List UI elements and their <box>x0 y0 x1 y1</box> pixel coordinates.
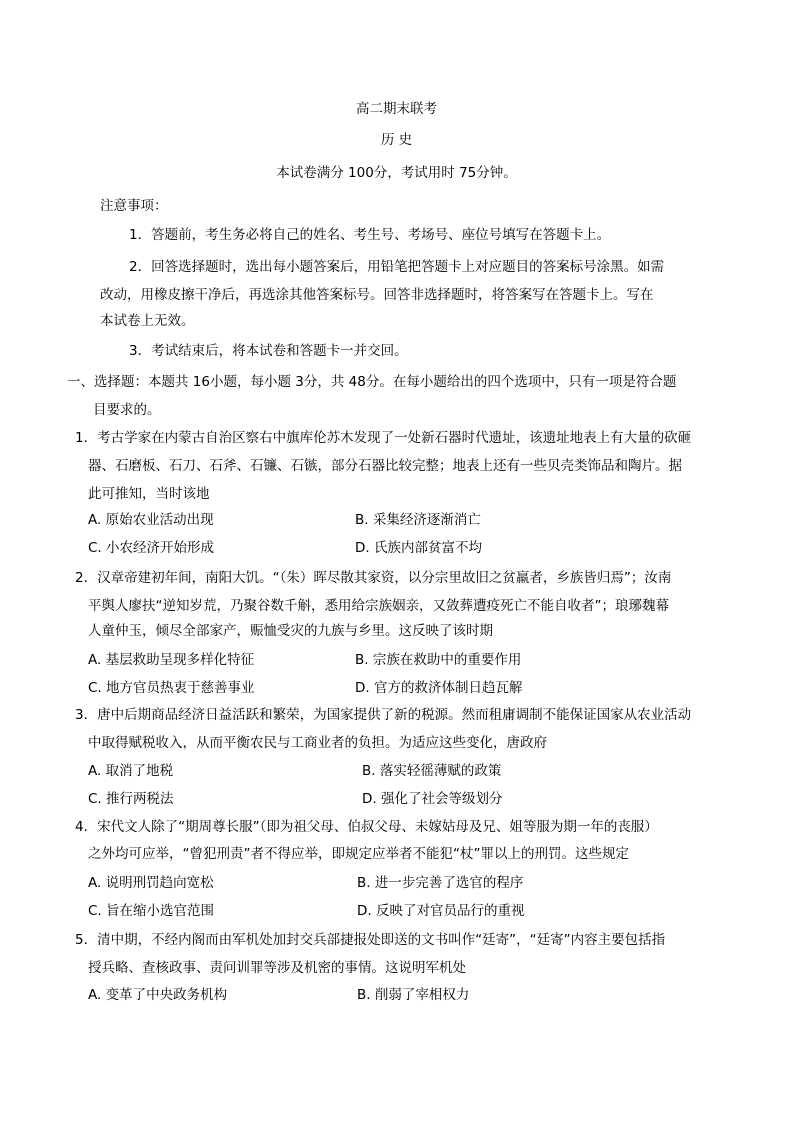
section-heading: 一、选择题：本题共 16小题，每小题 3分，共 48分。在每小题给出的四个选项中，只有一项是符合题 <box>67 374 677 390</box>
question-1-option-d[interactable]: D. 氏族内部贫富不均 <box>355 540 482 556</box>
exam-title: 高二期末联考 <box>356 101 437 117</box>
question-3-option-c[interactable]: C. 推行两税法 <box>88 791 174 807</box>
question-2-option-b[interactable]: B. 宗族在救助中的重要作用 <box>355 652 522 668</box>
notice-item-2-line-3: 本试卷上无效。 <box>100 313 195 329</box>
question-3-option-a[interactable]: A. 取消了地税 <box>88 763 174 779</box>
question-2-line-2: 平舆人廖扶“逆知岁荒，乃聚谷数千斛，悉用给宗族姻亲，又敛葬遭疫死亡不能自收者”；琅琊魏幕 <box>88 598 669 614</box>
question-1-option-a[interactable]: A. 原始农业活动出现 <box>88 512 214 528</box>
section-heading-line-2: 目要求的。 <box>93 402 161 418</box>
question-4-option-c[interactable]: C. 旨在缩小选官范围 <box>88 903 215 919</box>
question-2-line-3: 人童仲玉，倾尽全部家产，赈恤受灾的九族与乡里。这反映了该时期 <box>88 623 493 639</box>
question-4-option-b[interactable]: B. 进一步完善了选官的程序 <box>357 875 524 891</box>
question-4-line-1: 4．宋代文人除了“期周尊长服”（即为祖父母、伯叔父母、未嫁姑母及兄、姐等服为期一年的丧服） <box>75 819 658 835</box>
question-1-option-c[interactable]: C. 小农经济开始形成 <box>88 540 215 556</box>
notice-item-1: 1．答题前，考生务必将自己的姓名、考生号、考场号、座位号填写在答题卡上。 <box>129 227 611 243</box>
question-1-line-2: 器、石磨板、石刀、石斧、石镰、石镞，部分石器比较完整；地表上还有一些贝壳类饰品和陶片。据 <box>88 458 682 474</box>
notice-item-3: 3．考试结束后，将本试卷和答题卡一并交回。 <box>129 343 408 359</box>
question-1-line-3: 此可推知，当时该地 <box>88 486 210 502</box>
question-2-option-c[interactable]: C. 地方官员热衷于慈善事业 <box>88 680 255 696</box>
question-2-option-d[interactable]: D. 官方的救济体制日趋瓦解 <box>355 680 523 696</box>
subject-title: 历 史 <box>380 132 413 148</box>
question-5-line-2: 授兵略、查核政事、责问训罪等涉及机密的事情。这说明军机处 <box>88 960 466 976</box>
question-5-option-a[interactable]: A. 变革了中央政务机构 <box>88 987 228 1003</box>
question-2-option-a[interactable]: A. 基层救助呈现多样化特征 <box>88 652 255 668</box>
question-4-option-d[interactable]: D. 反映了对官员品行的重视 <box>357 903 525 919</box>
question-3-line-1: 3．唐中后期商品经济日益活跃和繁荣，为国家提供了新的税源。然而租庸调制不能保证国家从农业活动 <box>75 707 692 723</box>
question-4-line-2: 之外均可应举，“曾犯刑责”者不得应举，即规定应举者不能犯“杖”罪以上的刑罚。这些规定 <box>88 846 629 862</box>
notice-item-2-line-2: 改动，用橡皮擦干净后，再选涂其他答案标号。回答非选择题时，将答案写在答题卡上。写在 <box>100 287 654 303</box>
notice-heading: 注意事项： <box>100 198 168 214</box>
question-2-line-1: 2．汉章帝建初年间，南阳大饥。“（朱）晖尽散其家资，以分宗里故旧之贫羸者，乡族皆归焉”；汝南 <box>75 570 672 586</box>
notice-item-2-line-1: 2．回答选择题时，选出每小题答案后，用铅笔把答题卡上对应题目的答案标号涂黑。如需 <box>129 259 665 275</box>
question-4-option-a[interactable]: A. 说明刑罚趋向宽松 <box>88 875 214 891</box>
question-1-line-1: 1．考古学家在内蒙古自治区察右中旗库伦苏木发现了一处新石器时代遗址，该遗址地表上有大量的砍砸 <box>75 430 692 446</box>
exam-info: 本试卷满分 100分，考试用时 75分钟。 <box>276 165 517 181</box>
question-1-option-b[interactable]: B. 采集经济逐渐消亡 <box>355 512 481 528</box>
question-5-option-b[interactable]: B. 削弱了宰相权力 <box>357 987 470 1003</box>
question-3-option-b[interactable]: B. 落实轻徭薄赋的政策 <box>362 763 502 779</box>
question-3-line-2: 中取得赋税收入，从而平衡农民与工商业者的负担。为适应这些变化，唐政府 <box>88 735 547 751</box>
question-5-line-1: 5．清中期，不经内阁而由军机处加封交兵部捷报处即送的文书叫作“廷寄”，“廷寄”内容主要包括指 <box>75 932 666 948</box>
question-3-option-d[interactable]: D. 强化了社会等级划分 <box>362 791 503 807</box>
